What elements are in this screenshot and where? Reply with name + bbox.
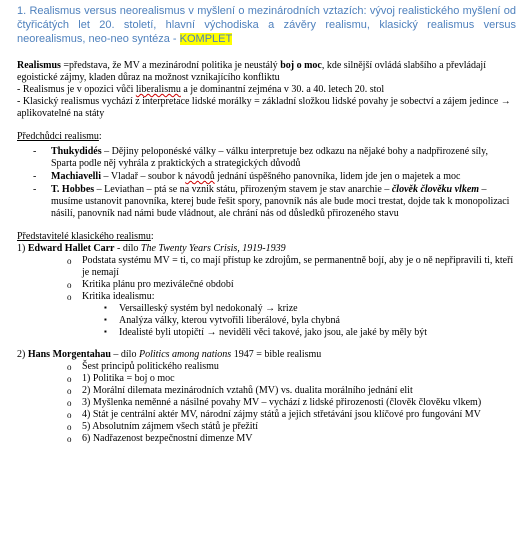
spacer (17, 339, 516, 349)
text-hobbes-b: – musíme ustanovit panovníka, kterej bude řešit spory, panovník nás ale bude moci trestat, dojde tak k monopolizaci násilí, panovník nad námi bude vládnout, ale chrání nás od důsledků přirozeného stavu (51, 184, 510, 219)
carr-item-text: Podstata systému MV = ti, co mají přístup ke zdrojům, se permanentně bojí, aby je o ně nepřipravili ti, kteří je nemají (82, 255, 514, 278)
carr-mid: - dílo (114, 243, 141, 254)
list-item (17, 397, 516, 409)
principle-text: 1) Politika = boj o moc (82, 373, 175, 384)
circle-marker: o (67, 410, 72, 420)
principle-text: 5) Absolutním zájmem všech států je přežití (82, 421, 259, 432)
list-item-machiavelli (17, 171, 516, 183)
sub-item-text: Analýza války, kterou vytvořili liberálové, byla chybná (119, 315, 340, 326)
list-item (17, 373, 516, 385)
word-liberalismu: liberalismu (135, 84, 181, 95)
name-carr: Edward Hallet Carr (27, 243, 115, 254)
section-heading (17, 4, 516, 46)
square-marker: ▪ (104, 327, 107, 336)
text-machiavelli-b: jednání úspěšného panovníka, lidem jde jen o majetek a moc (214, 171, 461, 182)
square-marker: ▪ (104, 303, 107, 312)
representatives-colon: : (150, 231, 154, 242)
principle-text: Šest principů politického realismu (82, 361, 219, 372)
carr-heading (17, 243, 516, 255)
list-item-thukydides (17, 146, 516, 170)
circle-marker: o (67, 386, 72, 396)
list-item (17, 409, 516, 421)
morgenthau-heading (17, 349, 516, 361)
carr-number: 1) (17, 243, 28, 254)
predecessors-list (17, 146, 516, 220)
term-boj-o-moc: boj o moc (280, 60, 322, 71)
morgenthau-rest: 1947 = bible realismu (231, 349, 322, 360)
predecessors-title (17, 131, 516, 143)
principle-text: 4) Stát je centrální aktér MV, národní zájmy států a jejich střetávání jsou klíčové pro fungování MV (82, 409, 481, 420)
representatives-title-text: Představitelé klasického realismu (17, 231, 151, 242)
list-item (17, 315, 516, 327)
list-item-hobbes (17, 184, 516, 220)
predecessors-title-text: Předchůdci realismu (17, 131, 99, 142)
idealism-critique-list (17, 303, 516, 339)
opposition-text-a: - Realismus je v opozici vůči (17, 84, 136, 95)
representatives-title (17, 231, 516, 243)
list-item (17, 433, 516, 445)
list-item (17, 291, 516, 339)
heading-text: 1. Realismus versus neorealismus v myšlení o mezinárodních vztazích: vývoj realistického myšlení od čtyřicátých let 20. století, hlavní východiska a závěry realismu, klasický realismus versus neorealismus, neo-neo syntéza - (17, 5, 516, 45)
realism-definition (17, 60, 516, 84)
text-hobbes-a: – Leviathan – ptá se na vznik státu, přirozeným stavem je stav anarchie – (94, 184, 392, 195)
list-item (17, 327, 516, 339)
circle-marker: o (67, 398, 72, 408)
definition-text-a: =představa, že MV a mezinárodní politika je neustálý (60, 60, 281, 71)
spacer (17, 120, 516, 131)
circle-marker: o (67, 362, 72, 372)
square-marker: ▪ (104, 315, 107, 324)
circle-marker: o (67, 374, 72, 384)
list-item (17, 421, 516, 433)
principle-text: 2) Morální dilemata mezinárodních vztahů (MV) vs. dualita morálního jednání elit (82, 385, 413, 396)
dash-marker: - (33, 146, 37, 157)
realism-opposition (17, 84, 516, 96)
morgenthau-list (17, 361, 516, 445)
circle-marker: o (67, 280, 72, 290)
morgenthau-number: 2) (17, 349, 28, 360)
dash-marker: - (33, 171, 37, 182)
carr-item-text: Kritika plánu pro meziválečné období (82, 279, 234, 290)
opposition-text-b: a je dominantní zejména v 30. a 40. letech 20. stol (180, 84, 385, 95)
list-item (17, 255, 516, 279)
list-item (17, 279, 516, 291)
sub-item-text: Versailleský systém byl nedokonalý → krize (119, 303, 298, 314)
definition-text-b: , kde silnější ovládá slabšího a převládají egoistické zájmy, kladen důraz na možnost vznikajícího konfliktu (17, 60, 486, 83)
name-morgenthau: Hans Morgentahau (27, 349, 111, 360)
realism-classical: - Klasický realismus vychází z interpretace lidské morálky = základní složkou lidské povahy je sobectví a zájem jedince → aplikovatelné na státy (17, 96, 511, 119)
text-thukydides: – Dějiny peloponéské války – válku interpretuje bez odkazu na nějaké bohy a nadpřirozené síly, Sparta podle něj vyhrála z praktických a strategických důvodů (51, 146, 489, 169)
sub-item-text: Idealisté byli utopičtí → neviděli věci takové, jako jsou, ale jaké by měly být (119, 327, 427, 338)
circle-marker: o (67, 434, 72, 444)
circle-marker: o (67, 292, 72, 302)
principle-text: 6) Nadřazenost bezpečnostní dimenze MV (82, 433, 253, 444)
carr-work: The Twenty Years Crisis, 1919-1939 (140, 243, 286, 254)
carr-list (17, 255, 516, 339)
principle-text: 3) Myšlenka neměnné a násilné povahy MV – vychází z lidské přirozenosti (člověk člověku vlkem) (82, 397, 482, 408)
morgenthau-mid: – dílo (110, 349, 139, 360)
spacer (17, 221, 516, 231)
carr-item-text: Kritika idealismu: (82, 291, 155, 302)
name-machiavelli: Machiavelli (51, 171, 101, 182)
name-thukydides: Thukydidés (51, 146, 102, 157)
list-item (17, 361, 516, 373)
dash-marker: - (33, 184, 37, 195)
circle-marker: o (67, 256, 72, 266)
name-hobbes: T. Hobbes (51, 184, 95, 195)
word-navodu: návodů (185, 171, 215, 182)
text-machiavelli-a: – Vladař – soubor k (101, 171, 186, 182)
predecessors-colon: : (98, 131, 102, 142)
list-item (17, 385, 516, 397)
phrase-clovek-vlkem: člověk člověku vlkem (391, 184, 480, 195)
morgenthau-work: Politics among nations (138, 349, 232, 360)
highlight-komplet: KOMPLET (179, 33, 233, 45)
term-realismus: Realismus (17, 60, 61, 71)
circle-marker: o (67, 422, 72, 432)
list-item (17, 303, 516, 315)
